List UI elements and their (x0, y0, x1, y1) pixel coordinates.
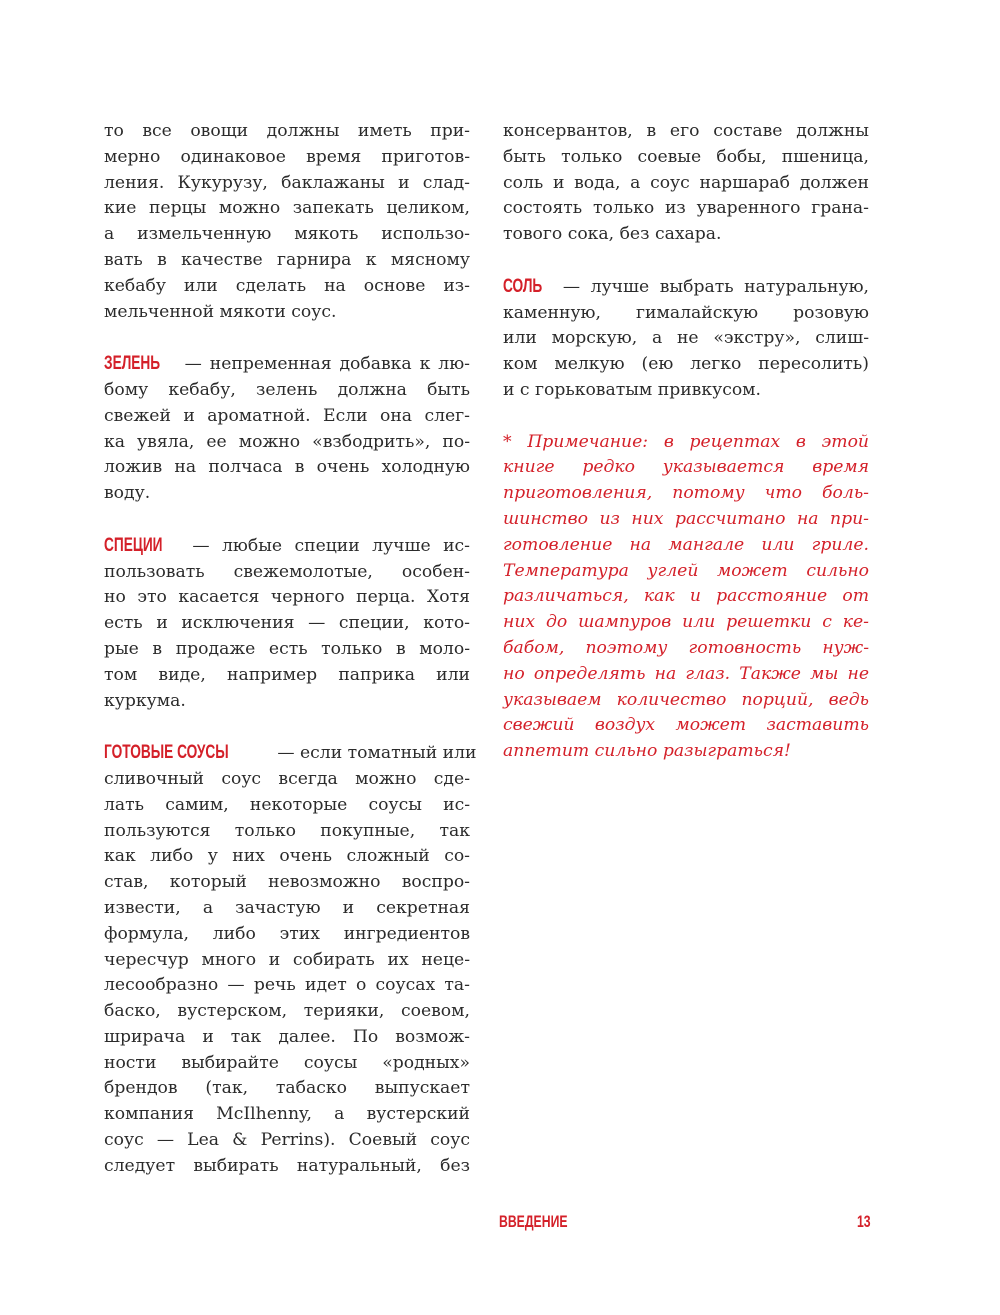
text-line: ложив на полчаса в очень холодную (104, 457, 470, 478)
text-line: пользовать свежемолотые, особен- (104, 561, 470, 582)
text-line: консервантов, в его составе должны (503, 121, 869, 141)
text-line: или морскую, а не «экстру», слиш- (503, 328, 869, 349)
text-line: став, который невозможно воспро- (104, 872, 470, 893)
text-line: формула, либо этих ингредиентов (104, 923, 470, 944)
note-line: приготовления, потому что боль- (503, 483, 869, 504)
text-line: и с горьковатым привкусом. (503, 379, 762, 400)
text-line: а измельченную мякоть использо- (104, 224, 470, 245)
note-line: аппетит сильно разыграться! (503, 741, 791, 762)
text-line: ком мелкую (ею легко пересолить) (503, 354, 869, 375)
text-line: как либо у них очень сложный со- (104, 846, 470, 867)
text-line: баско, вустерском, терияки, соевом, (104, 1001, 470, 1022)
text-fragment: — лучше выбрать натуральную, (552, 276, 869, 297)
text-line (104, 533, 470, 560)
text-line: но это касается черного перца. Хотя (104, 587, 470, 608)
text-line (104, 351, 470, 378)
text-line: состоять только из уваренного грана- (503, 198, 869, 219)
text-line: брендов (так, табаско выпускает (104, 1078, 470, 1099)
note-line: книге редко указывается время (503, 457, 869, 478)
text-line: пользуются только покупные, так (104, 820, 470, 841)
note-line: различаться, как и расстояние от (503, 586, 869, 607)
text-line: ления. Кукурузу, баклажаны и слад- (104, 172, 470, 193)
sauces-continued-paragraph (503, 119, 869, 248)
text-line (503, 274, 869, 301)
text-line: воду. (104, 483, 151, 504)
text-line: вать в качестве гарнира к мясному (104, 249, 470, 270)
note-line: указываем количество порций, ведь (503, 689, 869, 710)
right-column (503, 119, 869, 791)
text-line: кебабу или сделать на основе из- (104, 275, 470, 296)
text-line (104, 740, 477, 767)
term-greens: ЗЕЛЕНЬ (104, 353, 161, 375)
note-line: * Примечание: в рецептах в этой (503, 431, 869, 452)
sauces-paragraph (104, 740, 477, 1180)
note-line: шинство из них рассчитано на при- (503, 508, 869, 529)
text-line: ка увяла, ее можно «взбодрить», по- (104, 431, 470, 452)
note-line: готовление на мангале или гриле. (503, 534, 869, 555)
page-number: 13 (857, 1212, 871, 1231)
text-line: мельченной мякоти соус. (104, 301, 337, 322)
intro-paragraph (104, 119, 470, 325)
note-line: них до шампуров или решетки с ке- (503, 612, 869, 633)
greens-paragraph (104, 351, 470, 507)
term-sauces: ГОТОВЫЕ СОУСЫ (104, 742, 229, 764)
note-line: Температура углей может сильно (503, 560, 869, 581)
text-line: лать самим, некоторые соусы ис- (104, 794, 470, 815)
running-footer-section: ВВЕДЕНИЕ (499, 1212, 568, 1231)
term-salt: СОЛЬ (503, 275, 543, 297)
text-line: компания McIlhenny, а вустерский (104, 1104, 470, 1125)
text-line: то все овощи должны иметь при- (104, 121, 470, 141)
text-line: соус — Lea & Perrins). Соевый соус (104, 1130, 470, 1151)
spices-paragraph (104, 533, 470, 715)
note-line: бабом, поэтому готовность нуж- (503, 637, 869, 658)
text-line: извести, а зачастую и секретная (104, 897, 470, 918)
text-line: есть и исключения — специи, кото- (104, 613, 470, 634)
salt-paragraph (503, 274, 869, 404)
text-line: следует выбирать натуральный, без (104, 1155, 470, 1176)
text-line: шрирача и так далее. По возмож- (104, 1026, 470, 1047)
note-line: но определять на глаз. Также мы не (503, 663, 869, 684)
text-line: свежей и ароматной. Если она слег- (104, 405, 470, 426)
left-column (104, 119, 477, 1205)
text-line: соль и вода, а соус наршараб должен (503, 172, 869, 193)
text-line: тового сока, без сахара. (503, 224, 722, 245)
text-line: бому кебабу, зелень должна быть (104, 379, 470, 400)
text-line: рые в продаже есть только в моло- (104, 638, 470, 659)
text-fragment: — любые специи лучше ис- (179, 535, 470, 556)
note-paragraph (503, 430, 869, 765)
text-line: куркума. (104, 690, 186, 711)
term-spices: СПЕЦИИ (104, 534, 163, 556)
text-fragment: — непременная добавка к лю- (176, 354, 470, 375)
text-line: чересчур много и собирать их неце- (104, 949, 470, 970)
text-line: сливочный соус всегда можно сде- (104, 768, 470, 789)
text-line: кие перцы можно запекать целиком, (104, 198, 470, 219)
text-fragment: — если томатный или (271, 743, 477, 764)
text-line: ности выбирайте соусы «родных» (104, 1052, 470, 1073)
text-line: каменную, гималайскую розовую (503, 302, 869, 323)
text-line: быть только соевые бобы, пшеница, (503, 146, 869, 167)
text-line: том виде, например паприка или (104, 664, 470, 685)
note-line: свежий воздух может заставить (503, 715, 869, 736)
text-line: лесообразно — речь идет о соусах та- (104, 975, 470, 996)
text-line: мерно одинаковое время приготов- (104, 146, 470, 167)
